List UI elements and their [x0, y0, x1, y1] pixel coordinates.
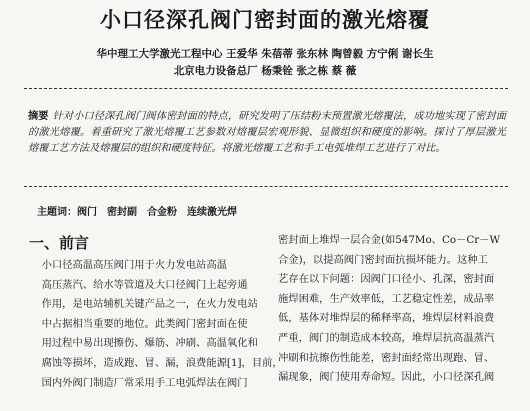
keyword-item: 连续激光焊	[187, 207, 237, 218]
body-line: 中占据相当重要的地位。此类阀门密封面在使	[41, 317, 248, 330]
body-column-left	[21, 232, 283, 393]
keyword-item: 合金粉	[147, 207, 177, 218]
body-paragraph	[278, 231, 510, 388]
body-line: 冲刷和抗擦伤性能差，密封面经常出现跑、冒、	[278, 351, 495, 364]
abstract-bottom-rule	[24, 186, 508, 187]
abstract-top-rule	[24, 88, 508, 89]
body-line: 施焊困难，生产效率低，工艺稳定性差，成品率	[278, 292, 495, 305]
body-line: 作用，是电站辅机关键产品之一，在火力发电站	[41, 298, 258, 311]
author-affiliation-line-1: 华中理工大学激光工程中心 王爱华 朱蓓蒂 张东林 陶曾毅 方宁俐 谢长生	[96, 48, 434, 60]
keyword-item: 密封副	[107, 207, 137, 218]
paper-title: 小口径深孔阀门密封面的激光熔覆	[100, 8, 430, 32]
body-line: 国内外阀门制造厂常采用手工电弧焊法在阀门	[41, 376, 248, 389]
body-line: 低，基体对堆焊层的稀释率高，堆焊层材料浪费	[278, 312, 495, 325]
abstract-text: 针对小口径深孔阀门阀体密封面的特点，研究发明了压结粉末预置激光熔覆法，成功地实现了密封面的激光熔覆。着重研究了激光熔覆工艺参数对熔覆层宏观形貌、显微组织和硬度的影响。探讨了厚层激光熔覆工艺方法及熔覆层的组织和硬度特征。将激光熔覆工艺和手工电弧堆焊工艺进行了对比。	[28, 111, 507, 154]
body-line: 严重，阀门的制造成本较高，堆焊层抗高温蒸汽	[278, 331, 495, 344]
keywords-label: 主题词：	[37, 207, 77, 218]
body-line: 腐蚀等损坏，造成跑、冒、漏，浪费能源[1]，目前，	[41, 356, 283, 369]
abstract-block	[28, 109, 506, 157]
keywords-line	[37, 203, 247, 218]
section-heading: 一、前言	[29, 234, 90, 252]
body-paragraph	[21, 256, 283, 393]
keyword-item: 阀门	[77, 207, 97, 218]
body-line: 用过程中易出现擦伤、爆筋、冲刷、高温氧化和	[41, 337, 258, 350]
body-line: 漏现象，阀门使用寿命短。因此，小口径深孔阀	[278, 371, 495, 384]
body-line: 高压蒸汽、给水等管道及大口径阀门上起旁通	[41, 278, 248, 291]
body-line: 艺存在以下问题：因阀门口径小、孔深，密封面	[278, 273, 495, 286]
abstract-label: 摘要	[28, 111, 49, 122]
author-affiliation-line-2: 北京电力设备总厂 杨秉铨 张之栋 蔡 薇	[173, 65, 357, 77]
body-line: 合金)，以提高阀门密封面抗损坏能力。这种工	[278, 253, 488, 266]
body-line: 小口径高温高压阀门用于火力发电站高温	[41, 259, 227, 271]
body-column-right	[278, 231, 510, 388]
body-line: 密封面上堆焊一层合金(如547Mo、Co－Cr－W	[278, 234, 501, 246]
